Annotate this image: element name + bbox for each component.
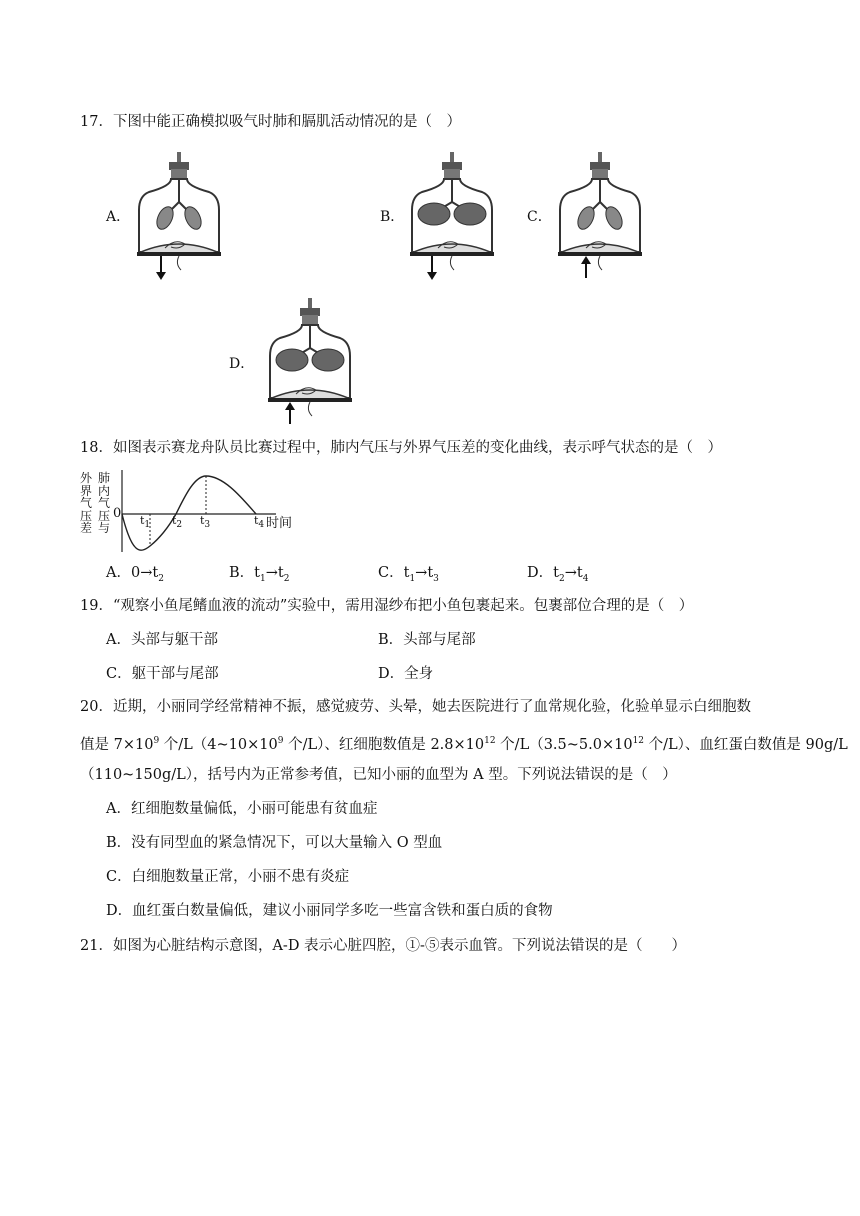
q19-option-a[interactable]: A．头部与躯干部 (106, 632, 218, 648)
graph-tick-t2: $t_2$ (172, 514, 183, 531)
q21-stem: 21．如图为心脏结构示意图，A-D 表示心脏四腔，①-⑤表示血管。下列说法错误的是（ ） (80, 938, 686, 954)
q17-option-b-label[interactable]: B． (380, 209, 405, 225)
graph-tick-t4: $t_4$ (254, 514, 265, 531)
q18-option-c[interactable]: C．$t_1\to t_3$ (378, 565, 439, 584)
q18-option-a[interactable]: A．$0\to t_2$ (106, 565, 164, 584)
graph-origin-label: 0 (113, 506, 122, 521)
q20-option-b[interactable]: B．没有同型血的紧急情况下，可以大量输入 O 型血 (106, 835, 443, 851)
q18-option-b[interactable]: B．$t_1\to t_2$ (229, 565, 290, 584)
q19-option-d[interactable]: D．全身 (378, 666, 434, 682)
bell-jar-diagram-a (135, 152, 230, 282)
q17-option-d-label[interactable]: D． (229, 356, 255, 372)
q19-option-b[interactable]: B．头部与尾部 (378, 632, 476, 648)
graph-xlabel: 时间 (266, 516, 293, 531)
q19-stem: 19．“观察小鱼尾鳍血液的流动”实验中，需用湿纱布把小鱼包裹起来。包裹部位合理的是（ ） (80, 598, 694, 614)
bell-jar-diagram-b (408, 152, 503, 282)
graph-tick-t3: $t_3$ (200, 514, 211, 531)
graph-ylabel-col2: 肺内气压与 (98, 471, 111, 535)
graph-tick-t1: $t_1$ (140, 514, 151, 531)
pressure-graph (80, 468, 310, 558)
q17-option-a-label[interactable]: A． (106, 209, 131, 225)
q20-option-d[interactable]: D．血红蛋白数量偏低，建议小丽同学多吃一些富含铁和蛋白质的食物 (106, 903, 553, 919)
q17-stem: 17．下图中能正确模拟吸气时肺和膈肌活动情况的是（ ） (80, 114, 461, 130)
q20-stem-line1: 20．近期，小丽同学经常精神不振，感觉疲劳、头晕，她去医院进行了血常规化验，化验单显示白细胞数 (80, 699, 751, 715)
graph-ylabel-col1: 外界气压差 (80, 471, 93, 535)
q20-stem-line3: （110~150g/L），括号内为正常参考值，已知小丽的血型为 A 型。下列说法错误的是（ ） (80, 767, 677, 783)
q20-stem-line2: 值是 $7\times 10^9$ 个$/L(4\sim 10\times 10^9$ 个/L）、红细胞数值是 $2.8\times 10^{12}$ 个$/L(3.5\sim 5.0\times 10^{12}$ 个/L）、血红蛋白数值是 90g/L (80, 736, 848, 753)
q20-option-a[interactable]: A．红细胞数量偏低，小丽可能患有贫血症 (106, 801, 378, 817)
q19-option-c[interactable]: C．躯干部与尾部 (106, 666, 219, 682)
q17-option-c-label[interactable]: C． (527, 209, 552, 225)
bell-jar-diagram-c (556, 152, 651, 282)
bell-jar-diagram-d (266, 298, 361, 428)
q18-option-d[interactable]: D．$t_2\to t_4$ (527, 565, 589, 584)
q18-stem: 18．如图表示赛龙舟队员比赛过程中，肺内气压与外界气压差的变化曲线，表示呼气状态的是（ ） (80, 440, 722, 456)
q20-option-c[interactable]: C．白细胞数量正常，小丽不患有炎症 (106, 869, 350, 885)
